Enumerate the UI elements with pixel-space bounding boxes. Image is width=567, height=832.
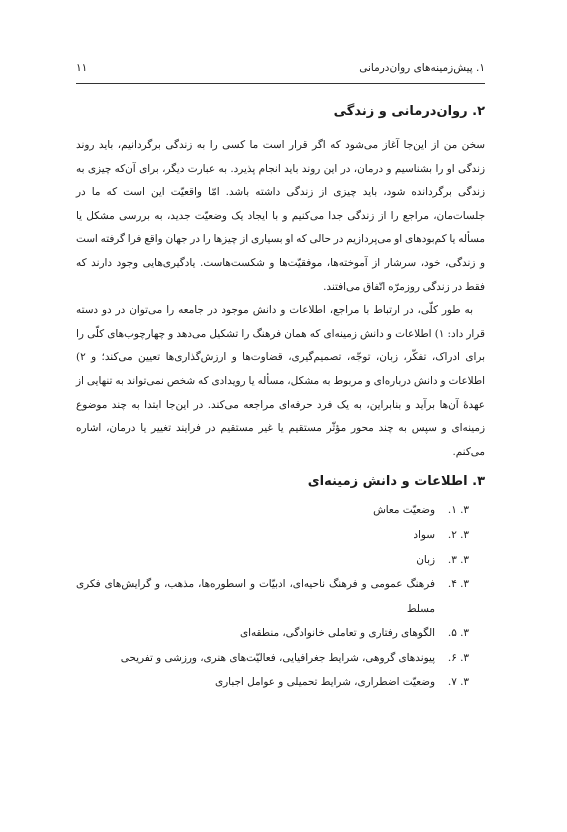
list-item	[76, 646, 469, 671]
list-item-text: فرهنگ عمومی و فرهنگ ناحیه‌ای، ادبیّات و اسطوره‌ها، مذهب، و گرایش‌های فکری مسلط	[76, 578, 435, 615]
list-item	[76, 572, 469, 621]
list-item-text: وضعیّت اضطراری، شرایط تحمیلی و عوامل اجباری	[215, 676, 435, 689]
list-item-number: ۳. ۳.	[447, 553, 469, 566]
section-2-heading: ۲. روان‌درمانی و زندگی	[333, 104, 485, 119]
list-item-text: الگوهای رفتاری و تعاملی خانوادگی، منطقه‌ای	[239, 627, 435, 640]
section-3-heading: ۳. اطلاعات و دانش زمینه‌ای	[307, 474, 485, 490]
list-item	[76, 621, 469, 646]
list-item	[76, 498, 469, 523]
list-item	[76, 523, 469, 548]
section-2-paragraph-2: به طور کلّی، در ارتباط با مراجع، اطلاعات و دانش موجود در جامعه را می‌توان در دو دسته قرار داد: ۱) اطلاعات و دانش زمینه‌ای که همان فرهنگ را تشکیل می‌دهد و چهارچوب‌های کلّی را برای ادراک، تفکّر، زبان، توجّه، تصمیم‌گیری، قضاوت‌ها و ارزش‌گذاری‌ها تعیین می‌کند؛ و ۲) اطلاعات و دانش درباره‌ای و مربوط به مشکل، مسأله یا رویدادی که شخص نمی‌تواند به تنهایی از عهدهٔ آن‌ها برآید و بنابراین، به یک فرد حرفه‌ای مراجعه می‌کند. در این‌جا ابتدا به چند موضوع زمینه‌ای و سپس به چند محور مؤثّر مستقیم یا غیر مستقیم در فرایند تغییر یا درمان، اشاره می‌کنم.	[76, 304, 485, 458]
list-item	[76, 670, 469, 695]
list-item-number: ۳. ۲.	[447, 528, 469, 541]
list-item-number: ۳. ۵.	[447, 627, 469, 640]
section-2-paragraph-1: سخن من از این‌جا آغاز می‌شود که اگر قرار است ما کسی را به زندگی برگردانیم، باید روند زندگی او را بشناسیم و درمان، در این روند باید انجام پذیرد. به عبارت دیگر، برای آن‌که چیزی به زندگی برگردانده شود، باید چیزی از زندگی داشته باشد. امّا واقعیّت این است که ما در جلسات‌مان، مراجع را از زندگی جدا می‌کنیم و با ایجاد یک وضعیّت جدید، به بررسی مشکل یا مسأله یا کم‌بودهای او می‌پردازیم در حالی که او بسیاری از چیزها را در جهان واقع فرا گرفته است و زندگی، خود، سرشار از آموخته‌ها، موفقیّت‌ها و شکست‌هاست. یادگیری‌هایی وجود دارند که فقط در زندگی روزمرّه اتّفاق می‌افتند.	[76, 139, 485, 293]
header-rule	[76, 83, 485, 84]
chapter-title: ۱. پیش‌زمینه‌های روان‌درمانی	[359, 62, 485, 74]
running-header	[76, 62, 485, 74]
list-item-text: پیوندهای گروهی، شرایط جغرافیایی، فعالیّت‌های هنری، ورزشی و تفریحی	[120, 651, 435, 664]
list-item-number: ۳. ۱.	[447, 504, 469, 517]
list-item-number: ۳. ۴.	[447, 578, 469, 591]
page-body	[76, 96, 485, 695]
list-item	[76, 548, 469, 573]
list-item-number: ۳. ۷.	[447, 676, 469, 689]
section-3-list	[76, 498, 485, 695]
list-item-text: سواد	[413, 528, 435, 541]
list-item-text: وضعیّت معاش	[373, 504, 435, 517]
page-number: ۱۱	[76, 62, 88, 74]
list-item-text: زبان	[416, 553, 435, 566]
list-item-number: ۳. ۶.	[447, 651, 469, 664]
